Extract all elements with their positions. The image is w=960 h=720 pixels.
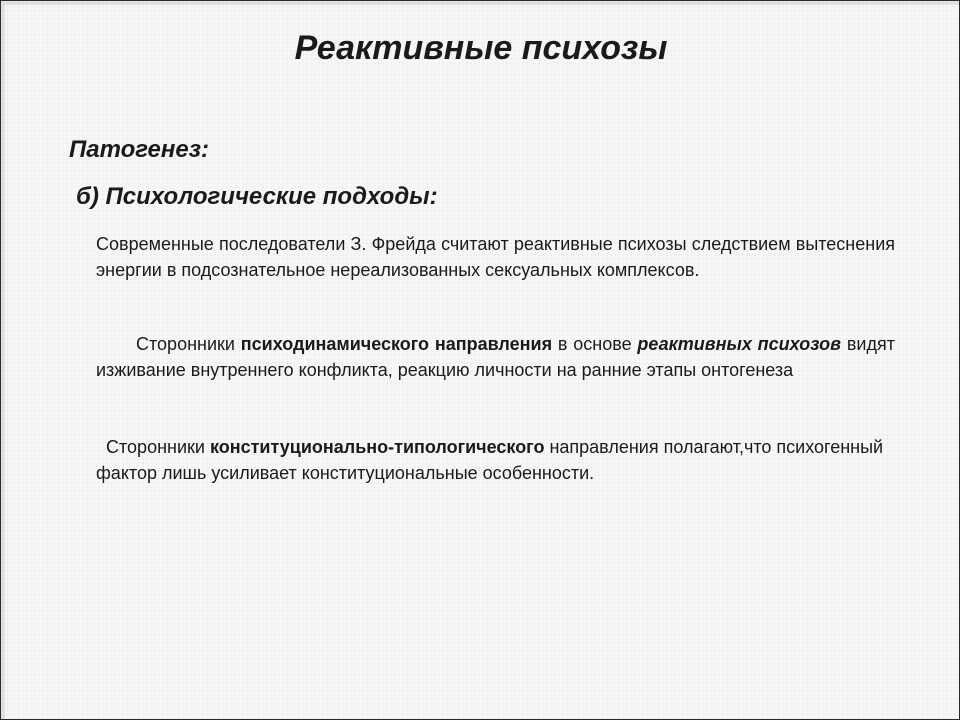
psychodynamic-term: психодинамического направления: [240, 334, 553, 354]
paragraph-freud: Современные последователи З. Фрейда считают реактивные психозы следствием вытеснения энергии в подсознательное нереализованных сексуальных комплексов.: [96, 234, 895, 280]
slide-title: Реактивные психозы: [294, 29, 668, 67]
psychological-approaches-heading: б) Психологические подходы:: [76, 183, 438, 210]
paragraph-psychodynamic: [96, 331, 895, 383]
paragraph-constitutional: [96, 434, 895, 486]
psychodynamic-text-after: видят изживание внутреннего конфликта, реакцию личности на ранние этапы онтогенеза: [96, 334, 895, 380]
reactive-psychoses-term: реактивных психозов: [637, 334, 842, 354]
constitutional-text-after: направления полагают,что психогенный фактор лишь усиливает конституциональные особенности.: [96, 437, 884, 483]
constitutional-text-before: Сторонники: [106, 437, 210, 457]
constitutional-term: конституционально-типологического: [209, 437, 545, 457]
psychodynamic-text-middle: в основе: [552, 334, 638, 354]
pathogenesis-heading: Патогенез:: [69, 136, 209, 163]
psychodynamic-text-before: Сторонники: [136, 334, 241, 354]
